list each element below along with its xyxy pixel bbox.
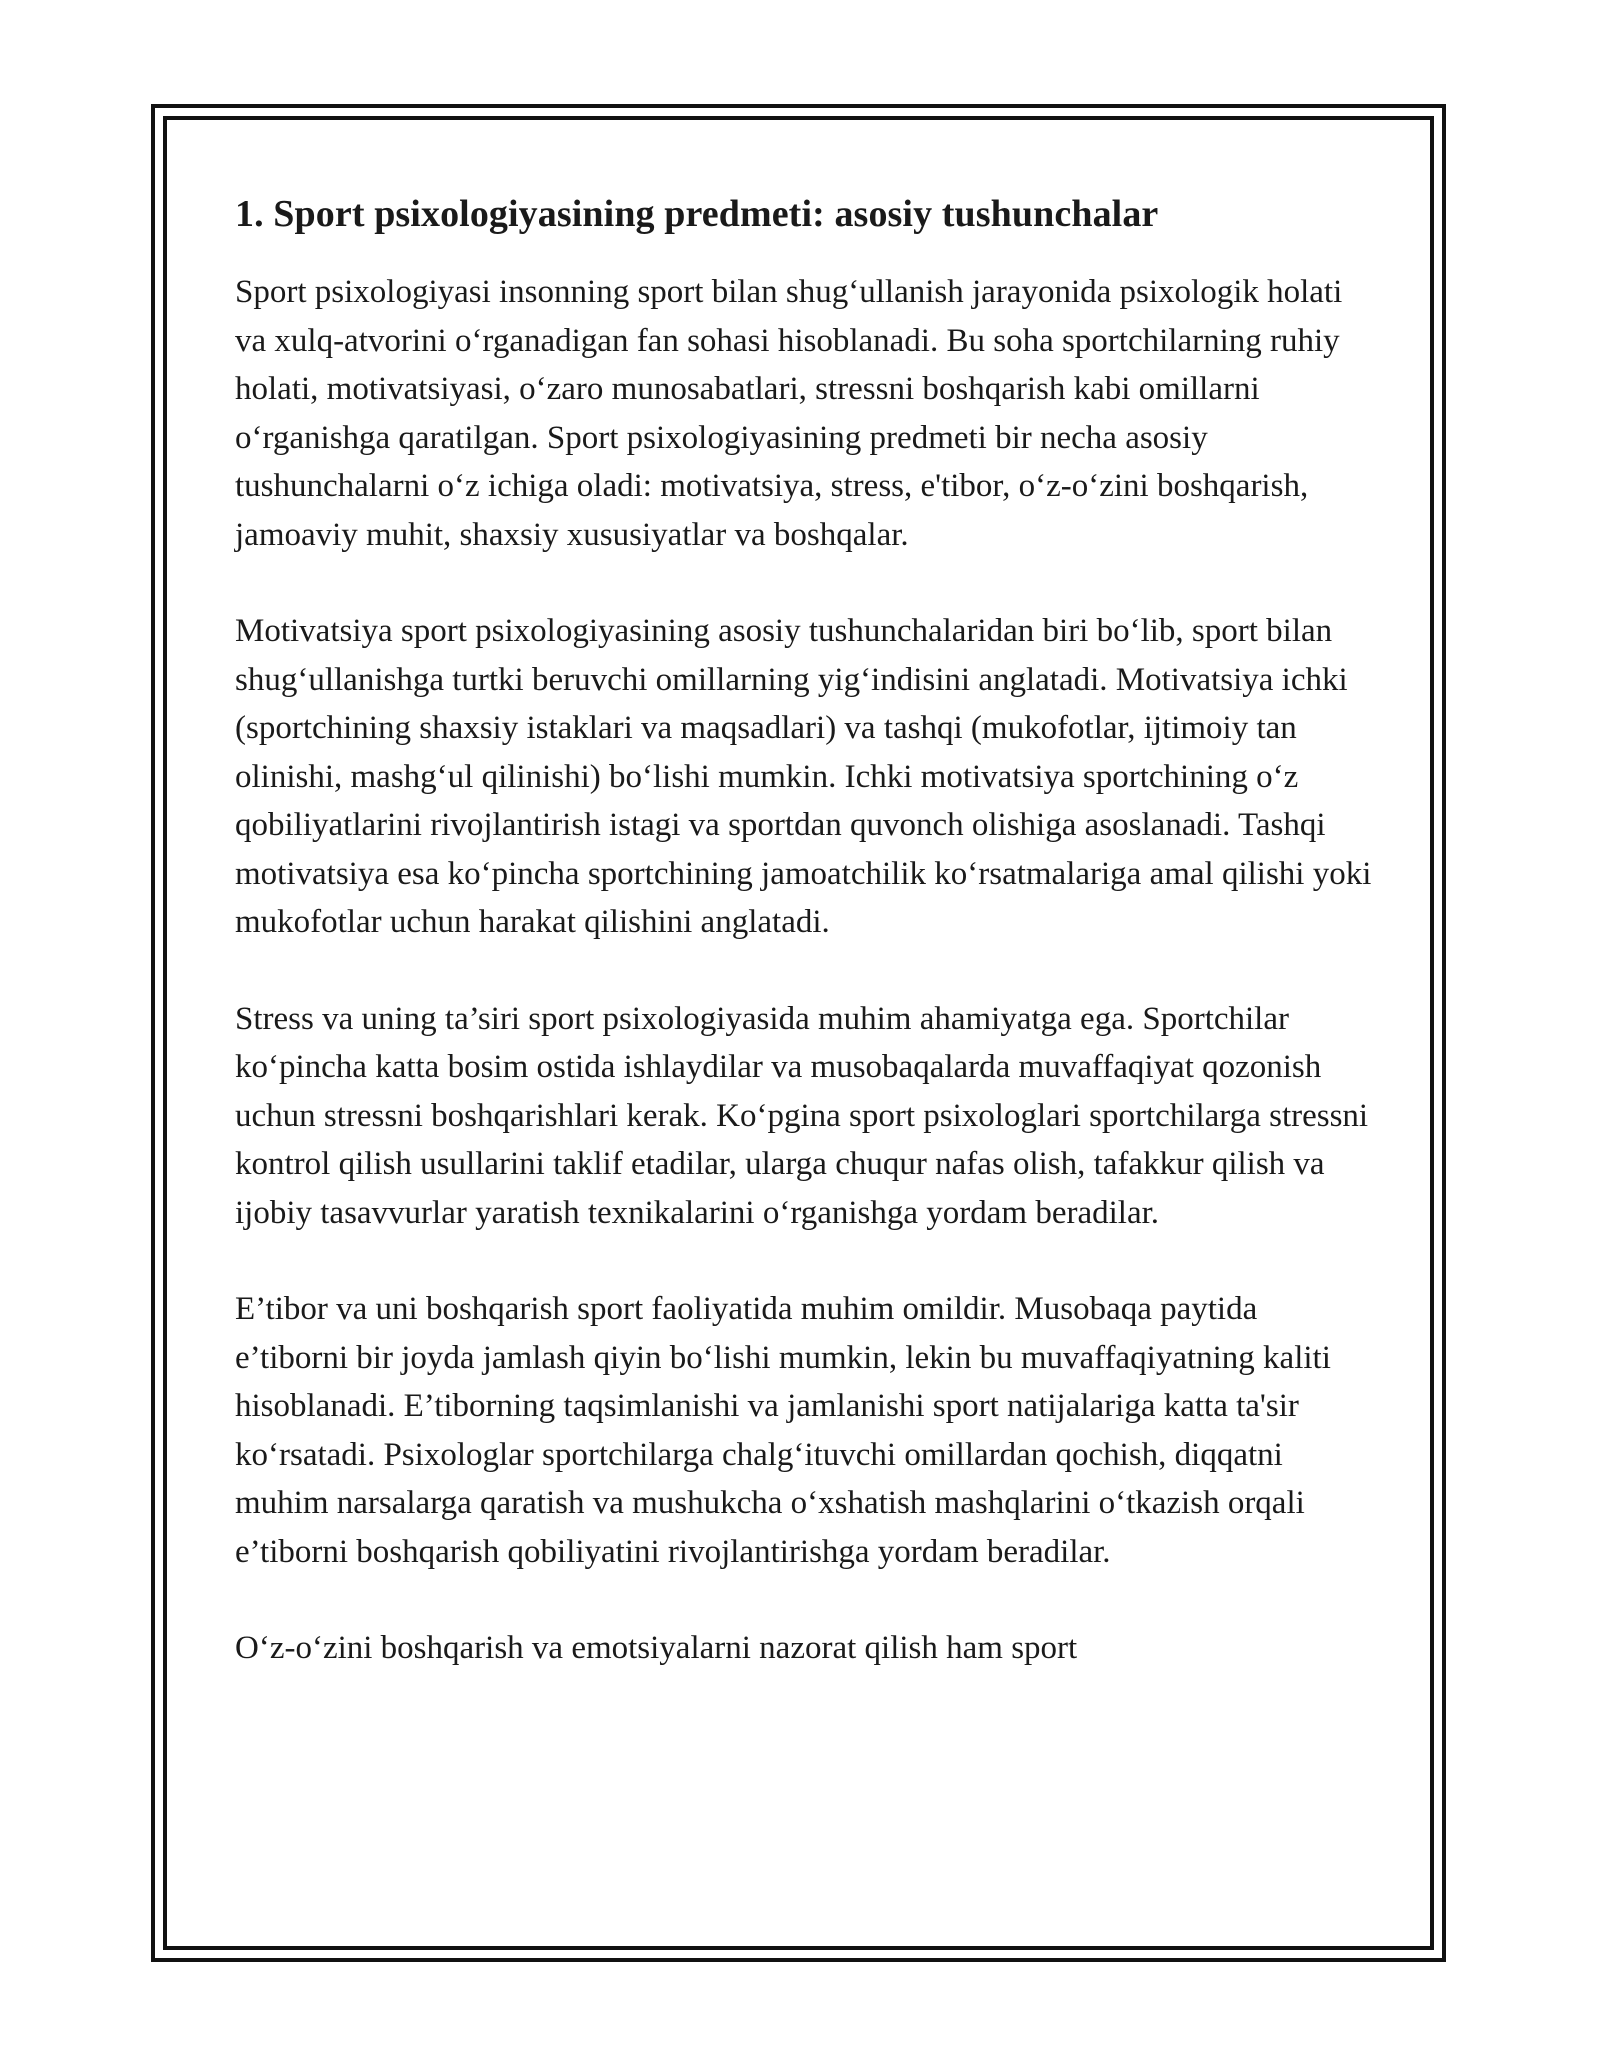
paragraph-self-control: O‘z-o‘zini boshqarish va emotsiyalarni nazorat qilish ham sport (235, 1630, 1078, 1666)
paragraph-intro: Sport psixologiyasi insonning sport bilan shug‘ullanish jarayonida psixologik holati va xulq-atvorini o‘rganadigan fan sohasi hisoblanadi. Bu soha sportchilarning ruhiy holati, motivatsiyasi, o‘zaro munosabatlari, stressni boshqarish kabi omillarni o‘rganishga qaratilgan. Sport psixologiyasining predmeti bir necha asosiy tushunchalarni o‘z ichiga oladi: motivatsiya, stress, e'tibor, o‘z-o‘zini boshqarish, jamoaviy muhit, shaxsiy xususiyatlar va boshqalar. (235, 274, 1343, 553)
paragraph-motivation: Motivatsiya sport psixologiyasining asosiy tushunchalaridan biri bo‘lib, sport bilan shug‘ullanishga turtki beruvchi omillarning yig‘indisini anglatadi. Motivatsiya ichki (sportchining shaxsiy istaklari va maqsadlari) va tashqi (mukofotlar, ijtimoiy tan olinishi, mashg‘ul qilinishi) bo‘lishi mumkin. Ichki motivatsiya sportchining o‘z qobiliyatlarini rivojlantirish istagi va sportdan quvonch olishiga asoslanadi. Tashqi motivatsiya esa ko‘pincha sportchining jamoatchilik ko‘rsatmalariga amal qilishi yoki mukofotlar uchun harakat qilishini anglatadi. (235, 613, 1372, 940)
document-body (235, 188, 1375, 1721)
section-heading: 1. Sport psixologiyasining predmeti: asosiy tushunchalar (235, 193, 1159, 235)
paragraph-attention: E’tibor va uni boshqarish sport faoliyatida muhim omildir. Musobaqa paytida e’tiborni bir joyda jamlash qiyin bo‘lishi mumkin, lekin bu muvaffaqiyatning kaliti hisoblanadi. E’tiborning taqsimlanishi va jamlanishi sport natijalariga katta ta'sir ko‘rsatadi. Psixologlar sportchilarga chalg‘ituvchi omillardan qochish, diqqatni muhim narsalarga qaratish va mushukcha o‘xshatish mashqlarini o‘tkazish orqali e’tiborni boshqarish qobiliyatini rivojlantirishga yordam beradilar. (235, 1291, 1331, 1570)
paragraph-stress: Stress va uning ta’siri sport psixologiyasida muhim ahamiyatga ega. Sportchilar ko‘pincha katta bosim ostida ishlaydilar va musobaqalarda muvaffaqiyat qozonish uchun stressni boshqarishlari kerak. Ko‘pgina sport psixologlari sportchilarga stressni kontrol qilish usullarini taklif etadilar, ularga chuqur nafas olish, tafakkur qilish va ijobiy tasavvurlar yaratish texnikalarini o‘rganishga yordam beradilar. (235, 1000, 1369, 1231)
